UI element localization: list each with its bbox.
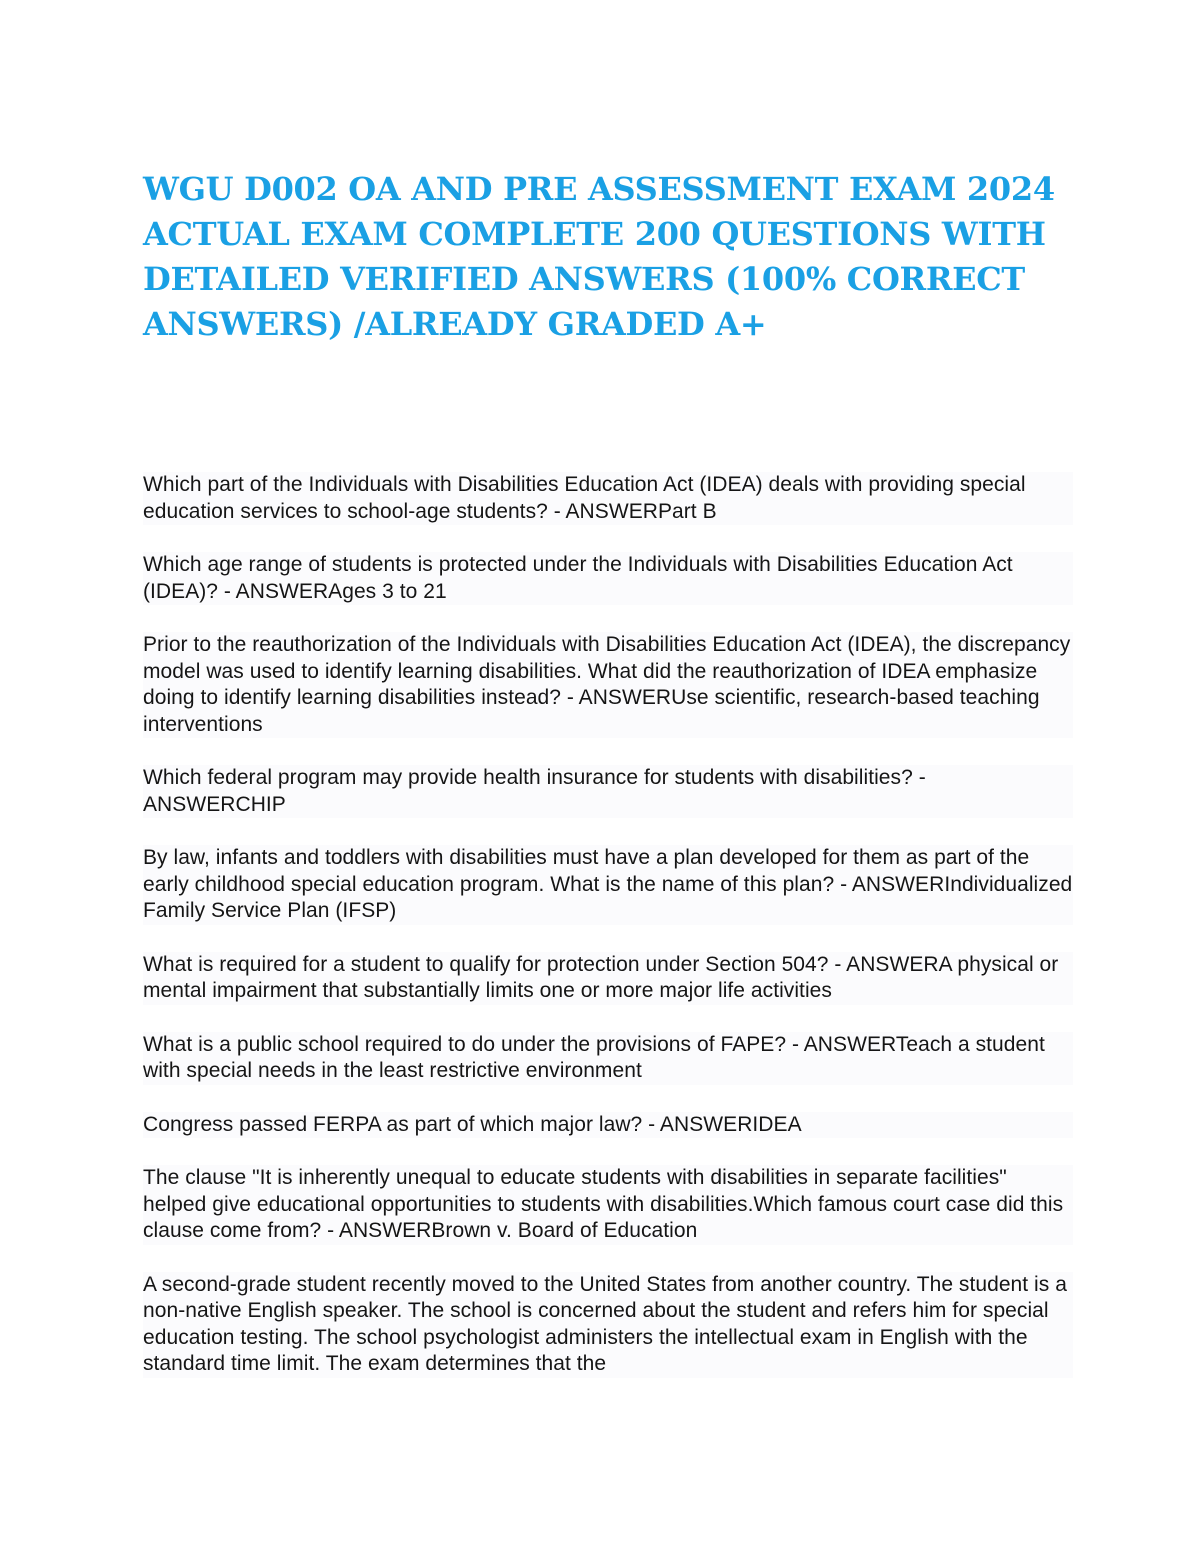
- qa-item-4: Which federal program may provide health insurance for students with disabilities? - ANSWERCHIP: [143, 765, 1073, 818]
- qa-item-10: A second-grade student recently moved to the United States from another country. The student is a non-native English speaker. The school is concerned about the student and refers him for special education testing. The school psychologist administers the intellectual exam in English with the standard time limit. The exam determines that the: [143, 1272, 1073, 1378]
- qa-item-2: Which age range of students is protected under the Individuals with Disabilities Education Act (IDEA)? - ANSWERAges 3 to 21: [143, 552, 1073, 605]
- qa-item-1: Which part of the Individuals with Disabilities Education Act (IDEA) deals with providing special education services to school-age students? - ANSWERPart B: [143, 472, 1073, 525]
- qa-item-9: The clause "It is inherently unequal to educate students with disabilities in separate facilities" helped give educational opportunities to students with disabilities.Which famous court case did this clause come from? - ANSWERBrown v. Board of Education: [143, 1165, 1073, 1245]
- qa-item-8: Congress passed FERPA as part of which major law? - ANSWERIDEA: [143, 1112, 1073, 1139]
- qa-item-5: By law, infants and toddlers with disabilities must have a plan developed for them as part of the early childhood special education program. What is the name of this plan? - ANSWERIndividualized Family Service Plan (IFSP): [143, 845, 1073, 925]
- document-title: WGU D002 OA AND PRE ASSESSMENT EXAM 2024 ACTUAL EXAM COMPLETE 200 QUESTIONS WITH DETAILED VERIFIED ANSWERS (100% CORRECT ANSWERS) /ALREADY GRADED A+: [143, 170, 1055, 343]
- qa-item-6: What is required for a student to qualify for protection under Section 504? - ANSWERA physical or mental impairment that substantially limits one or more major life activities: [143, 952, 1073, 1005]
- qa-item-7: What is a public school required to do under the provisions of FAPE? - ANSWERTeach a student with special needs in the least restrictive environment: [143, 1032, 1073, 1085]
- qa-item-3: Prior to the reauthorization of the Individuals with Disabilities Education Act (IDEA), the discrepancy model was used to identify learning disabilities. What did the reauthorization of IDEA emphasize doing to identify learning disabilities instead? - ANSWERUse scientific, research-based teaching interventions: [143, 632, 1073, 738]
- qa-list: [143, 472, 1073, 1405]
